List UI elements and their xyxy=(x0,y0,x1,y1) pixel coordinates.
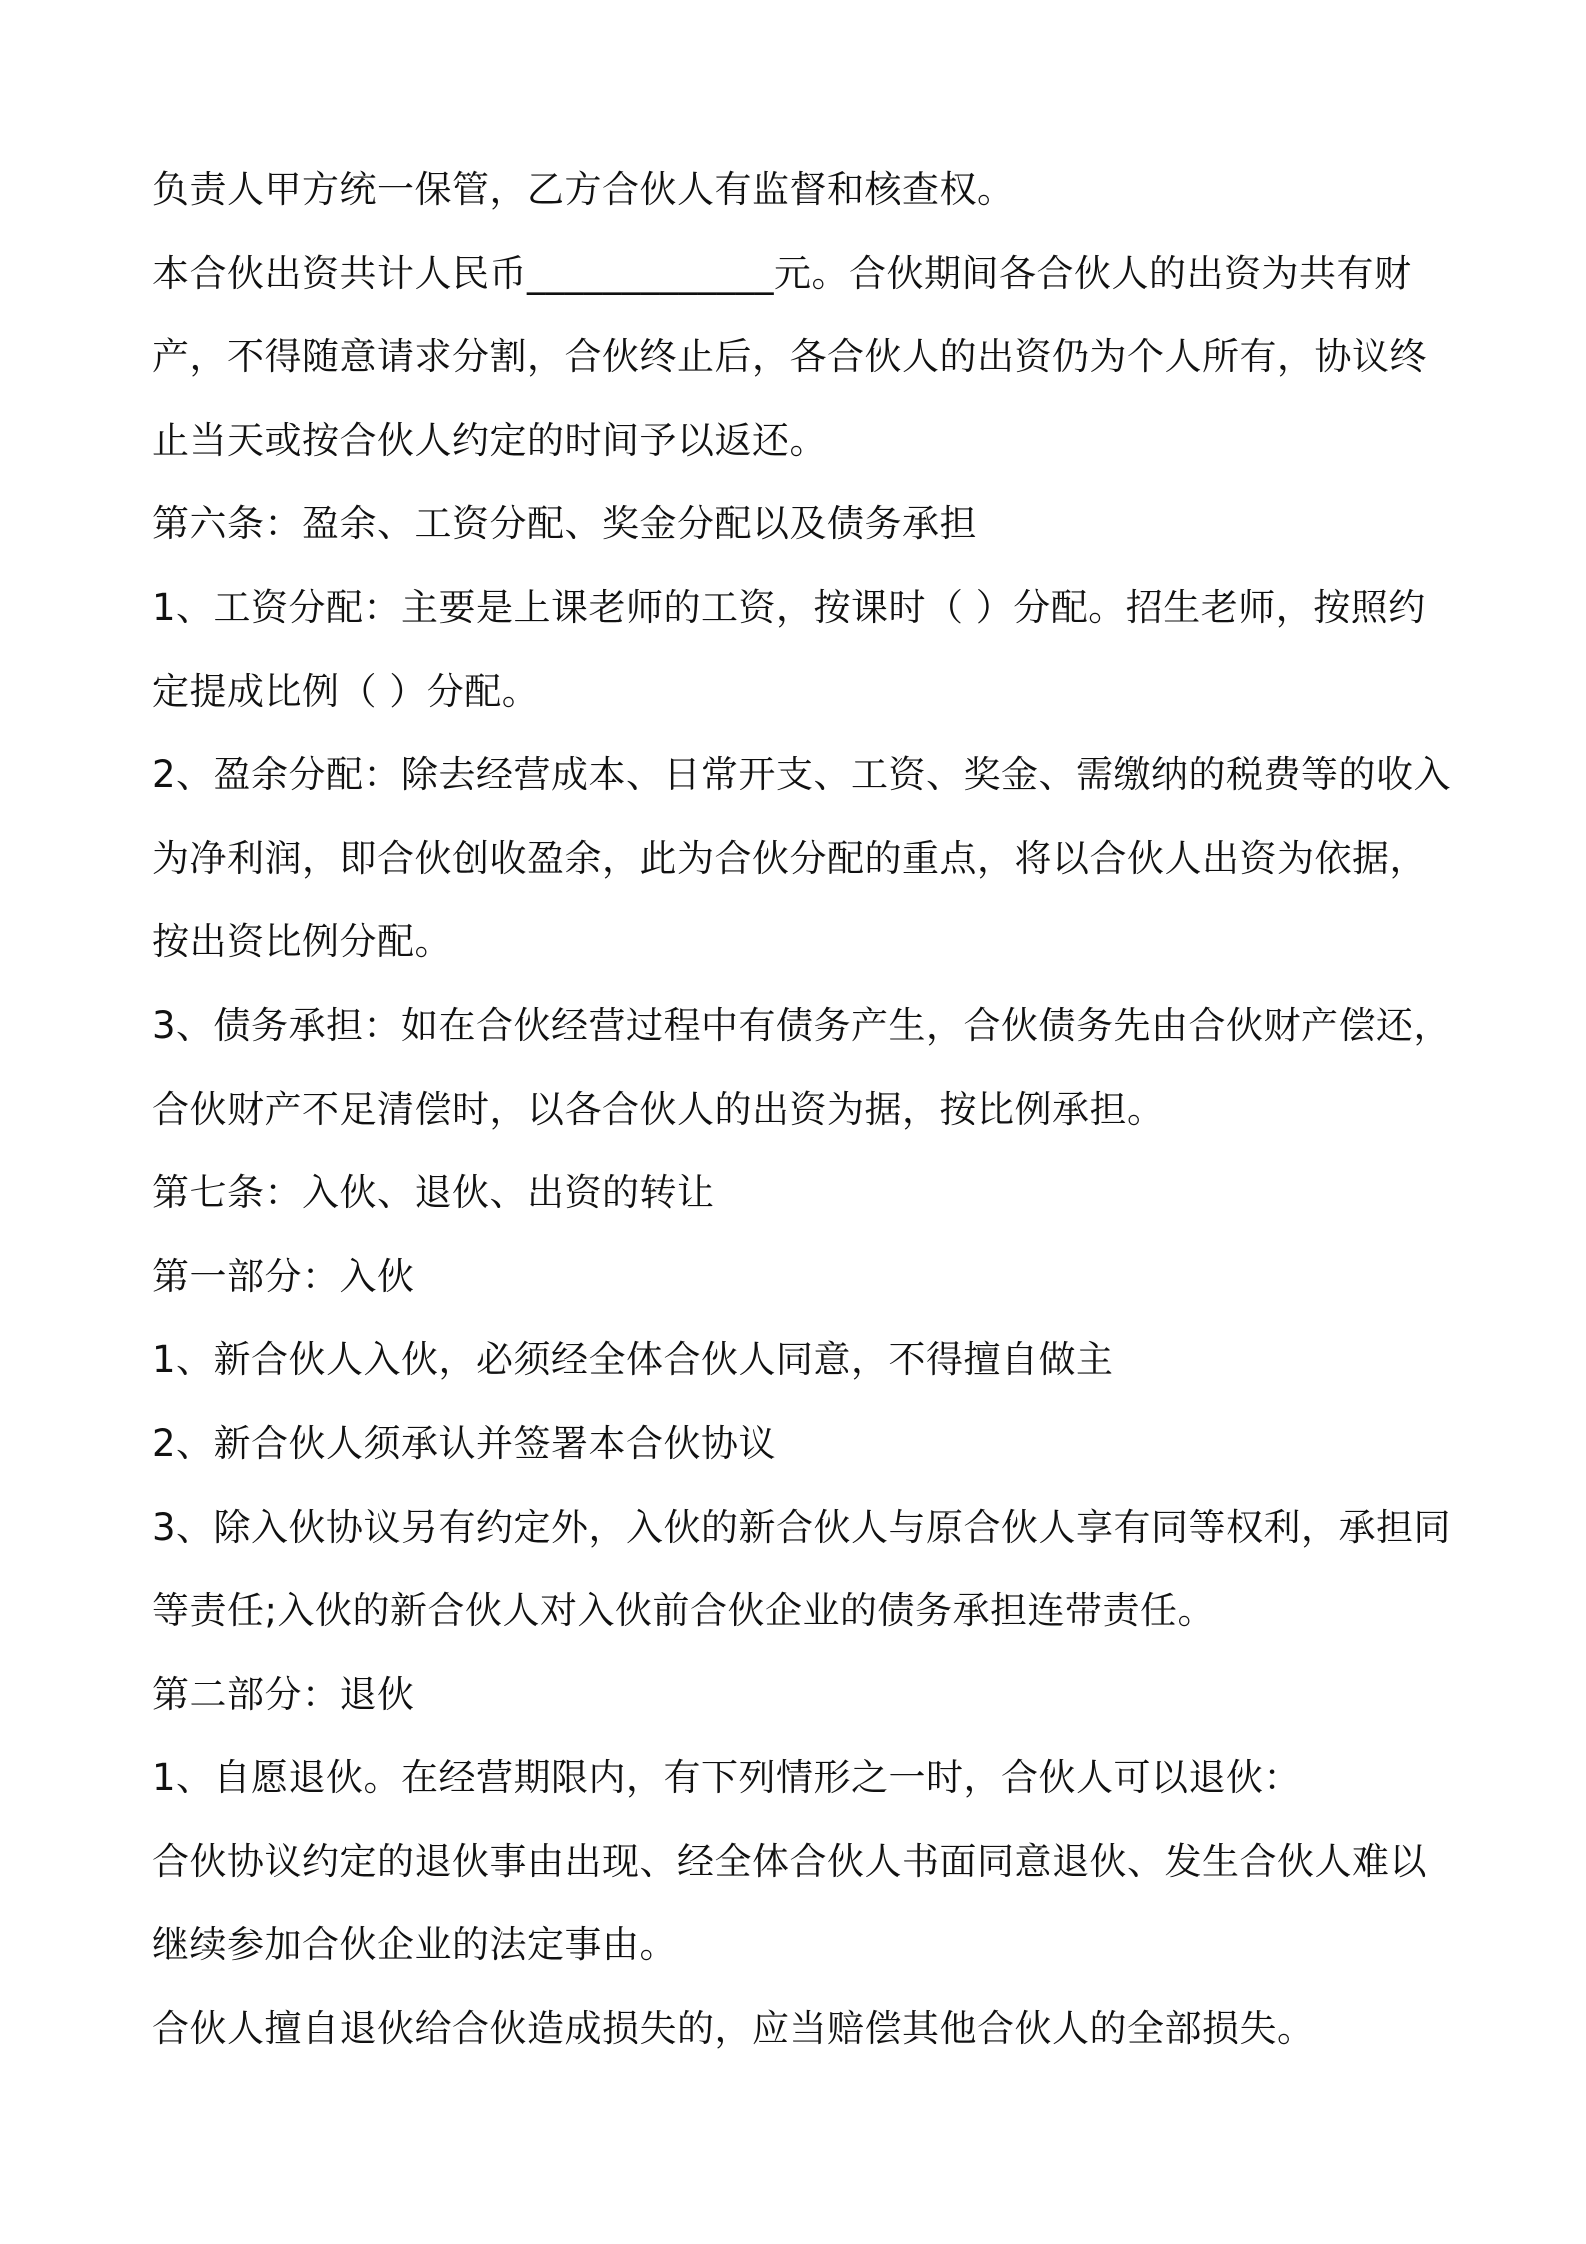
text-line: 止当天或按合伙人约定的时间予以返还。 xyxy=(152,418,827,462)
text-line: 2、新合伙人须承认并签署本合伙协议 xyxy=(152,1421,777,1465)
text-line: 1、工资分配：主要是上课老师的工资，按课时（ ）分配。招生老师，按照约 xyxy=(152,585,1426,629)
text-line: 合伙人擅自退伙给合伙造成损失的，应当赔偿其他合伙人的全部损失。 xyxy=(152,2007,1315,2051)
text-line: 合伙财产不足清偿时，以各合伙人的出资为据，按比例承担。 xyxy=(152,1087,1165,1131)
text-line: 负责人甲方统一保管，乙方合伙人有监督和核查权。 xyxy=(152,168,1015,211)
section-heading: 第一部分：入伙 xyxy=(152,1254,415,1298)
text-line: 合伙协议约定的退伙事由出现、经全体合伙人书面同意退伙、发生合伙人难以 xyxy=(152,1839,1427,1883)
text-line: 2、盈余分配：除去经营成本、日常开支、工资、奖金、需缴纳的税费等的收入 xyxy=(152,753,1452,797)
text-line: 本合伙出资共计人民币_____________元。合伙期间各合伙人的出资为共有财 xyxy=(152,251,1412,295)
text-line: 继续参加合伙企业的法定事由。 xyxy=(152,1923,677,1967)
text-line: 按出资比例分配。 xyxy=(152,920,452,964)
text-line: 定提成比例（ ）分配。 xyxy=(152,669,540,713)
document-body xyxy=(152,148,1452,2071)
text-line: 3、债务承担：如在合伙经营过程中有债务产生，合伙债务先由合伙财产偿还， xyxy=(152,1003,1452,1047)
text-line: 产，不得随意请求分割，合伙终止后，各合伙人的出资仍为个人所有，协议终 xyxy=(152,335,1427,379)
section-heading: 第二部分：退伙 xyxy=(152,1672,415,1716)
text-line: 为净利润，即合伙创收盈余，此为合伙分配的重点，将以合伙人出资为依据， xyxy=(152,836,1427,880)
text-line: 1、新合伙人入伙，必须经全体合伙人同意，不得擅自做主 xyxy=(152,1338,1114,1382)
text-line: 1、自愿退伙。在经营期限内，有下列情形之一时，合伙人可以退伙： xyxy=(152,1756,1302,1800)
article-heading: 第七条：入伙、退伙、出资的转让 xyxy=(152,1171,715,1215)
text-line: 3、除入伙协议另有约定外，入伙的新合伙人与原合伙人享有同等权利，承担同 xyxy=(152,1505,1452,1549)
article-heading: 第六条：盈余、工资分配、奖金分配以及债务承担 xyxy=(152,502,977,546)
text-line: 等责任;入伙的新合伙人对入伙前合伙企业的债务承担连带责任。 xyxy=(152,1589,1215,1633)
